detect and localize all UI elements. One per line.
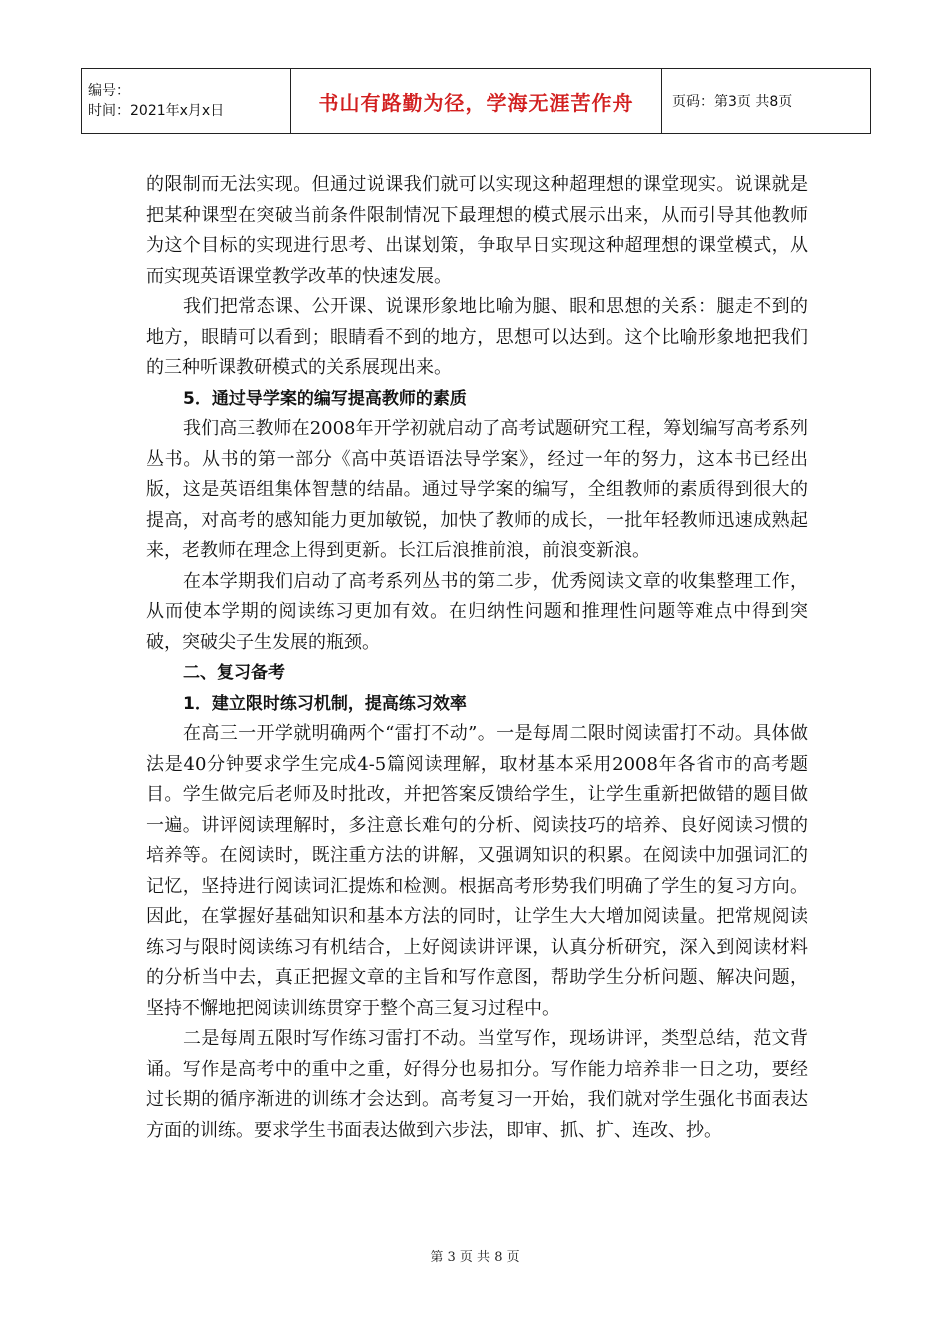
header-page-number: 页码：第3页 共8页 (662, 69, 871, 134)
document-number-label: 编号： (88, 83, 130, 99)
paragraph: 在高三一开学就明确两个“雷打不动”。一是每周二限时阅读雷打不动。具体做法是40分钟要求学生完成4-5篇阅读理解，取材基本采用2008年各省市的高考题目。学生做完后老师及时批改，并把答案反馈给学生，让学生重新把做错的题目做一遍。讲评阅读理解时，多注意长难句的分析、阅读技巧的培养、良好阅读习惯的培养等。在阅读时，既注重方法的讲解，又强调知识的积累。在阅读中加强词汇的记忆，坚持进行阅读词汇提炼和检测。根据高考形势我们明确了学生的复习方向。因此，在掌握好基础知识和基本方法的同时，让学生大大增加阅读量。把常规阅读练习与限时阅读练习有机结合，上好阅读讲评课，认真分析研究，深入到阅读材料的分析当中去，真正把握文章的主旨和写作意图，帮助学生分析问题、解决问题，坚持不懈地把阅读训练贯穿于整个高三复习过程中。 (146, 723, 808, 1019)
paragraph: 在本学期我们启动了高考系列丛书的第二步，优秀阅读文章的收集整理工作，从而使本学期的阅读练习更加有效。在归纳性问题和推理性问题等难点中得到突破，突破尖子生发展的瓶颈。 (146, 570, 808, 653)
paragraph: 我们把常态课、公开课、说课形象地比喻为腿、眼和思想的关系：腿走不到的地方，眼睛可以看到；眼睛看不到的地方，思想可以达到。这个比喻形象地把我们的三种听课教研模式的关系展现出来。 (146, 296, 808, 378)
page-header (81, 68, 871, 134)
paragraph: 的限制而无法实现。但通过说课我们就可以实现这种超理想的课堂现实。说课就是把某种课型在突破当前条件限制情况下最理想的模式展示出来，从而引导其他教师为这个目标的实现进行思考、出谋划策，争取早日实现这种超理想的课堂模式，从而实现英语课堂教学改革的快速发展。 (146, 174, 808, 287)
section-heading: 二、复习备考 (183, 663, 285, 683)
section-heading: 5．通过导学案的编写提高教师的素质 (183, 388, 467, 409)
header-meta-cell (82, 69, 291, 134)
header-motto: 书山有路勤为径，学海无涯苦作舟 (291, 69, 662, 134)
paragraph: 二是每周五限时写作练习雷打不动。当堂写作，现场讲评，类型总结，范文背诵。写作是高考中的重中之重，好得分也易扣分。写作能力培养非一日之功，要经过长期的循序渐进的训练才会达到。高考复习一开始，我们就对学生强化书面表达方面的训练。要求学生书面表达做到六步法，即审、抓、扩、连改、抄。 (146, 1028, 808, 1141)
page-footer: 第 3 页 共 8 页 (430, 1250, 520, 1265)
section-heading: 1．建立限时练习机制，提高练习效率 (183, 693, 467, 714)
paragraph: 我们高三教师在2008年开学初就启动了高考试题研究工程，筹划编写高考系列丛书。从书的第一部分《高中英语语法导学案》，经过一年的努力，这本书已经出版，这是英语组集体智慧的结晶。通过导学案的编写，全组教师的素质得到很大的提高，对高考的感知能力更加敏锐，加快了教师的成长，一批年轻教师迅速成熟起来，老教师在理念上得到更新。长江后浪推前浪，前浪变新浪。 (146, 418, 808, 561)
document-date-label: 时间：2021年x月x日 (88, 103, 225, 119)
document-body (146, 170, 808, 1146)
